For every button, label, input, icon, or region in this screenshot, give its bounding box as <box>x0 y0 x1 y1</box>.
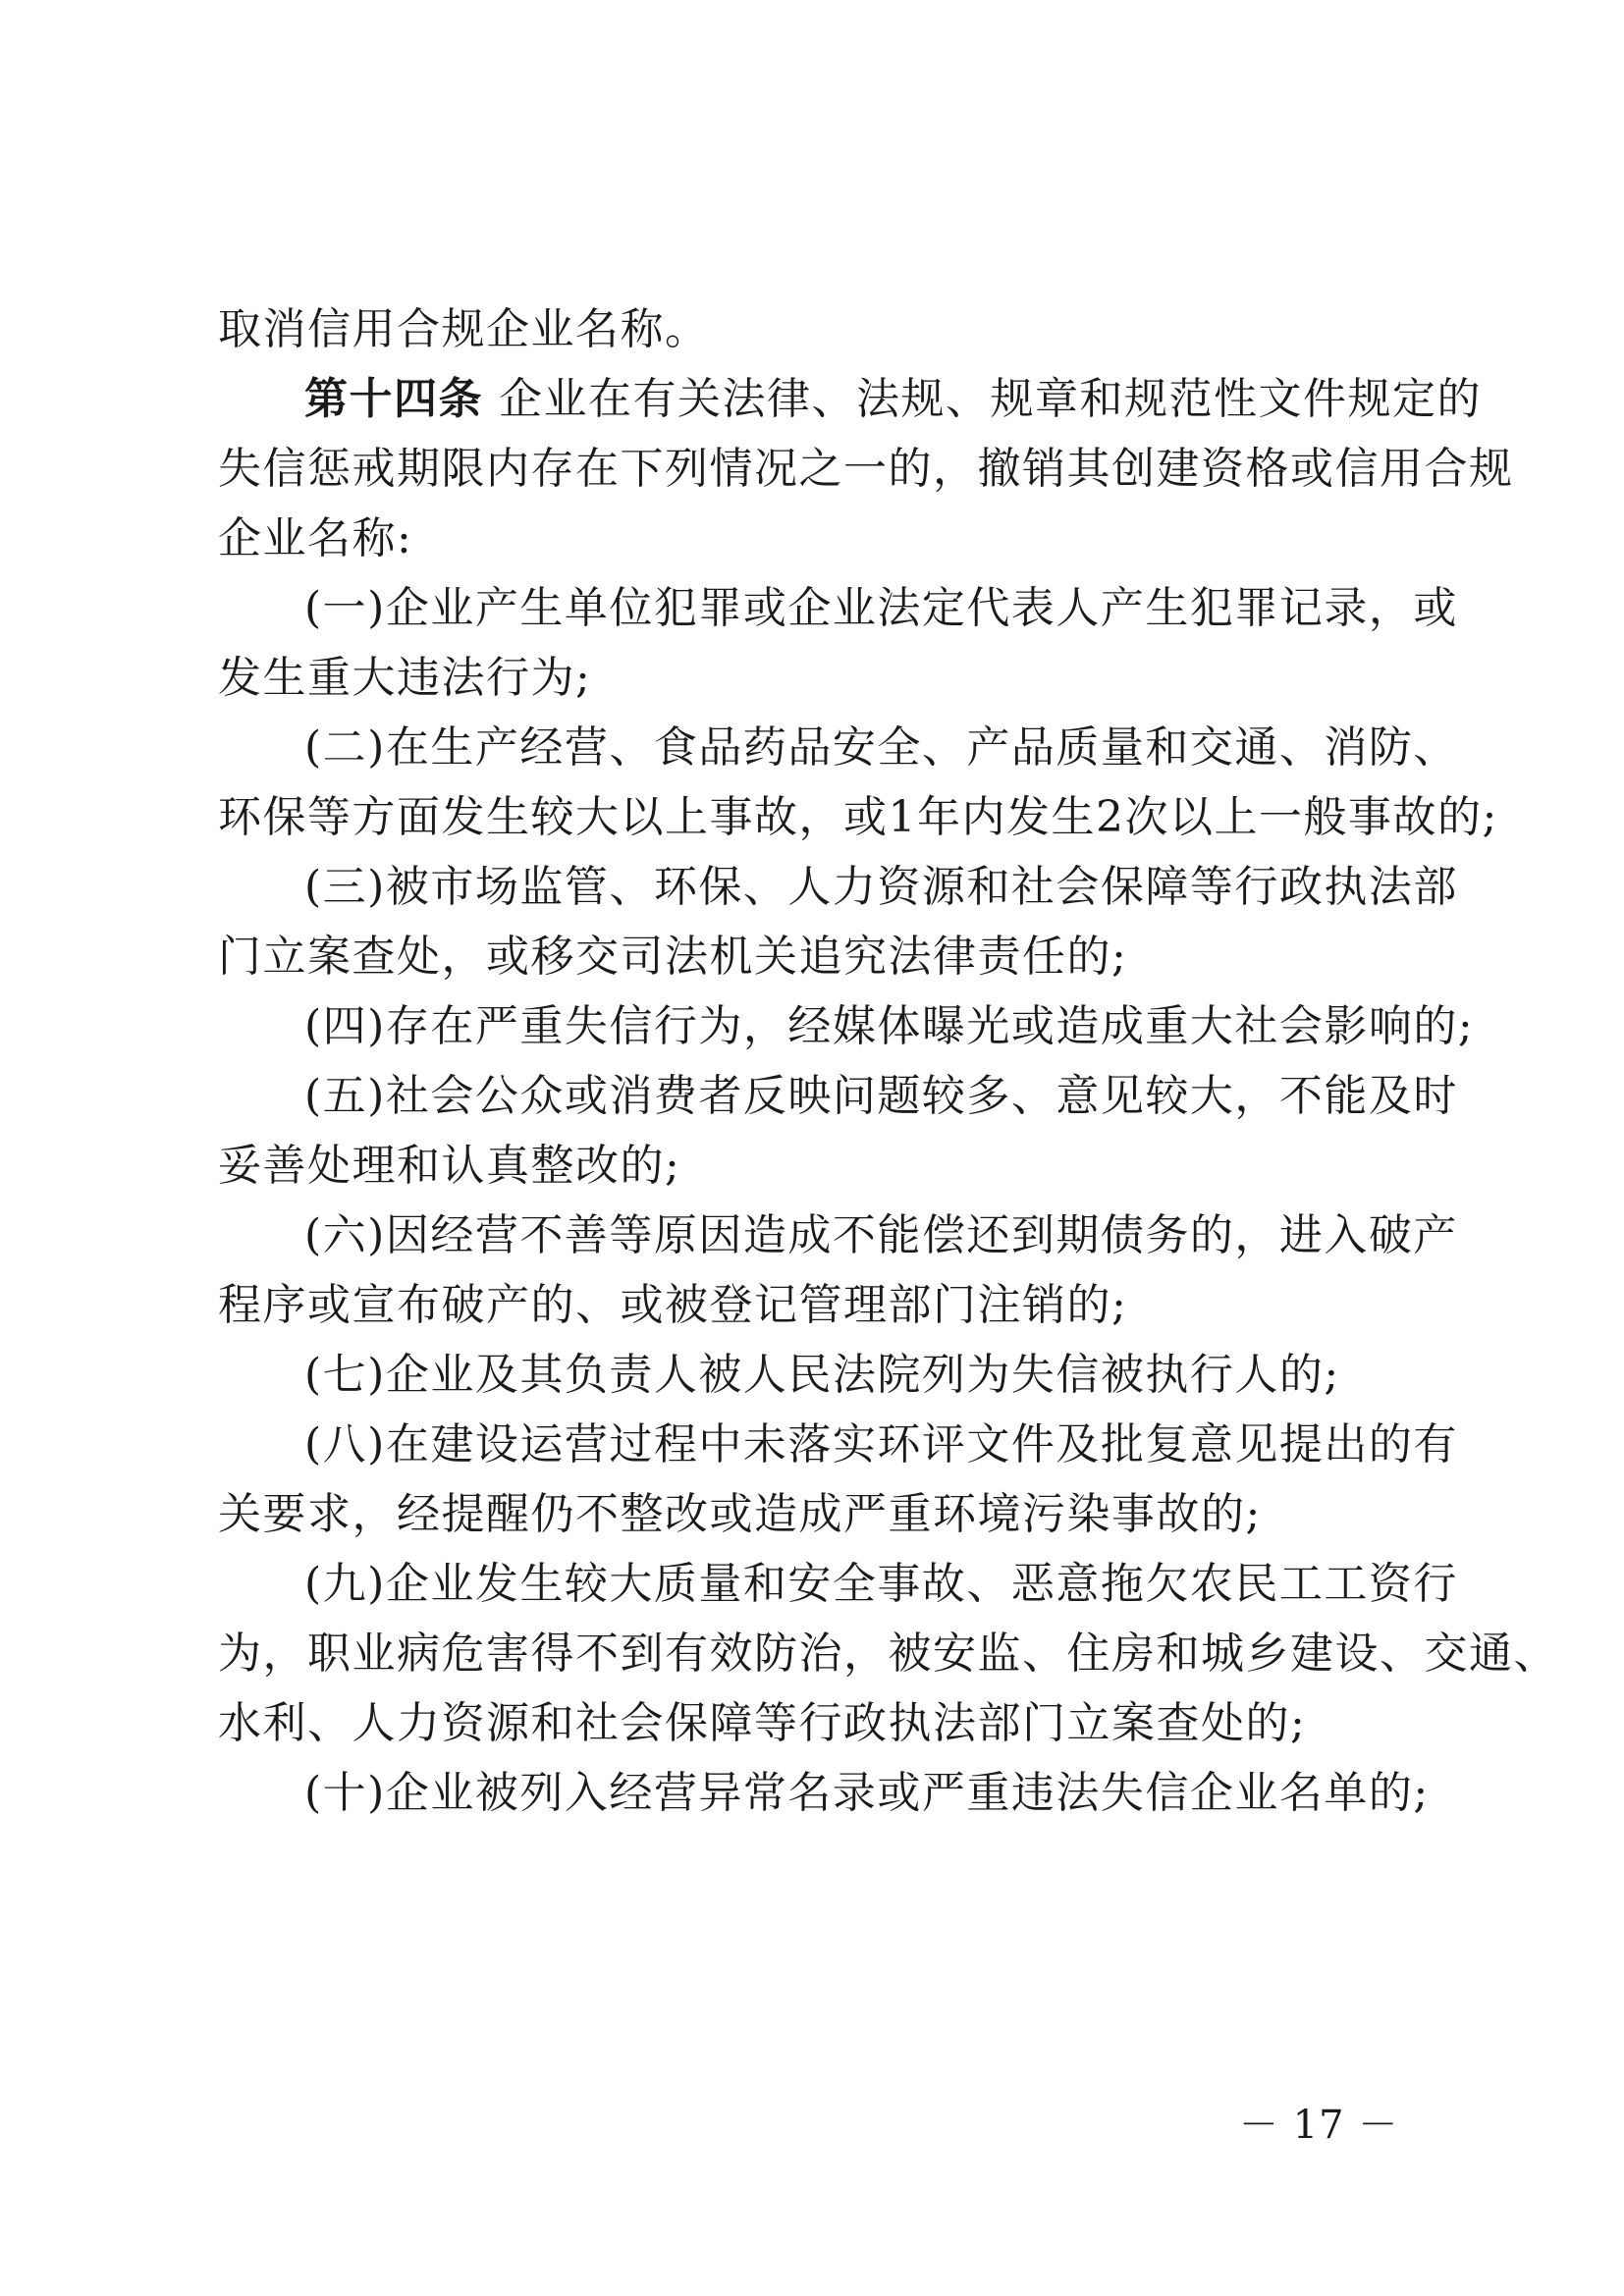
text-line: 环保等方面发生较大以上事故，或1年内发生2次以上一般事故的; <box>218 792 1498 842</box>
article-14-first-line <box>218 364 1482 434</box>
page-number: － 17 － <box>1239 2103 1399 2148</box>
article-title: 第十四条 <box>304 374 483 424</box>
list-item-3: (三)被市场监管、环保、人力资源和社会保障等行政执法部 <box>304 862 1458 912</box>
text-line: 为，职业病危害得不到有效防治，被安监、住房和城乡建设、交通、 <box>218 1629 1558 1679</box>
list-item-6: (六)因经营不善等原因造成不能偿还到期债务的，进入破产 <box>304 1210 1458 1260</box>
text-line: 发生重大违法行为; <box>218 653 592 703</box>
list-item-8: (八)在建设运营过程中未落实环评文件及批复意见提出的有 <box>304 1419 1458 1469</box>
list-item-9: (九)企业发生较大质量和安全事故、恶意拖欠农民工工资行 <box>304 1559 1458 1609</box>
list-item-2: (二)在生产经营、食品药品安全、产品质量和交通、消防、 <box>304 722 1458 773</box>
text-line: 程序或宣布破产的、或被登记管理部门注销的; <box>218 1280 1128 1330</box>
article-text: 企业在有关法律、法规、规章和规范性文件规定的 <box>499 374 1482 424</box>
text-line: 门立案查处，或移交司法机关追究法律责任的; <box>218 932 1128 982</box>
document-page <box>218 294 1558 1828</box>
text-line: 失信惩戒期限内存在下列情况之一的，撤销其创建资格或信用合规 <box>218 444 1514 494</box>
list-item-10: (十)企业被列入经营异常名录或严重违法失信企业名单的; <box>304 1768 1430 1818</box>
text-line: 妥善处理和认真整改的; <box>218 1141 681 1191</box>
list-item-7: (七)企业及其负责人被人民法院列为失信被执行人的; <box>304 1350 1340 1400</box>
text-line: 关要求，经提醒仍不整改或造成严重环境污染事故的; <box>218 1489 1262 1539</box>
list-item-1: (一)企业产生单位犯罪或企业法定代表人产生犯罪记录，或 <box>304 583 1458 633</box>
text-line: 取消信用合规企业名称。 <box>218 304 710 354</box>
text-line: 水利、人力资源和社会保障等行政执法部门立案查处的; <box>218 1698 1307 1748</box>
list-item-5: (五)社会公众或消费者反映问题较多、意见较大，不能及时 <box>304 1071 1458 1121</box>
text-line: 企业名称: <box>218 513 413 563</box>
list-item-4: (四)存在严重失信行为，经媒体曝光或造成重大社会影响的; <box>304 1001 1475 1051</box>
